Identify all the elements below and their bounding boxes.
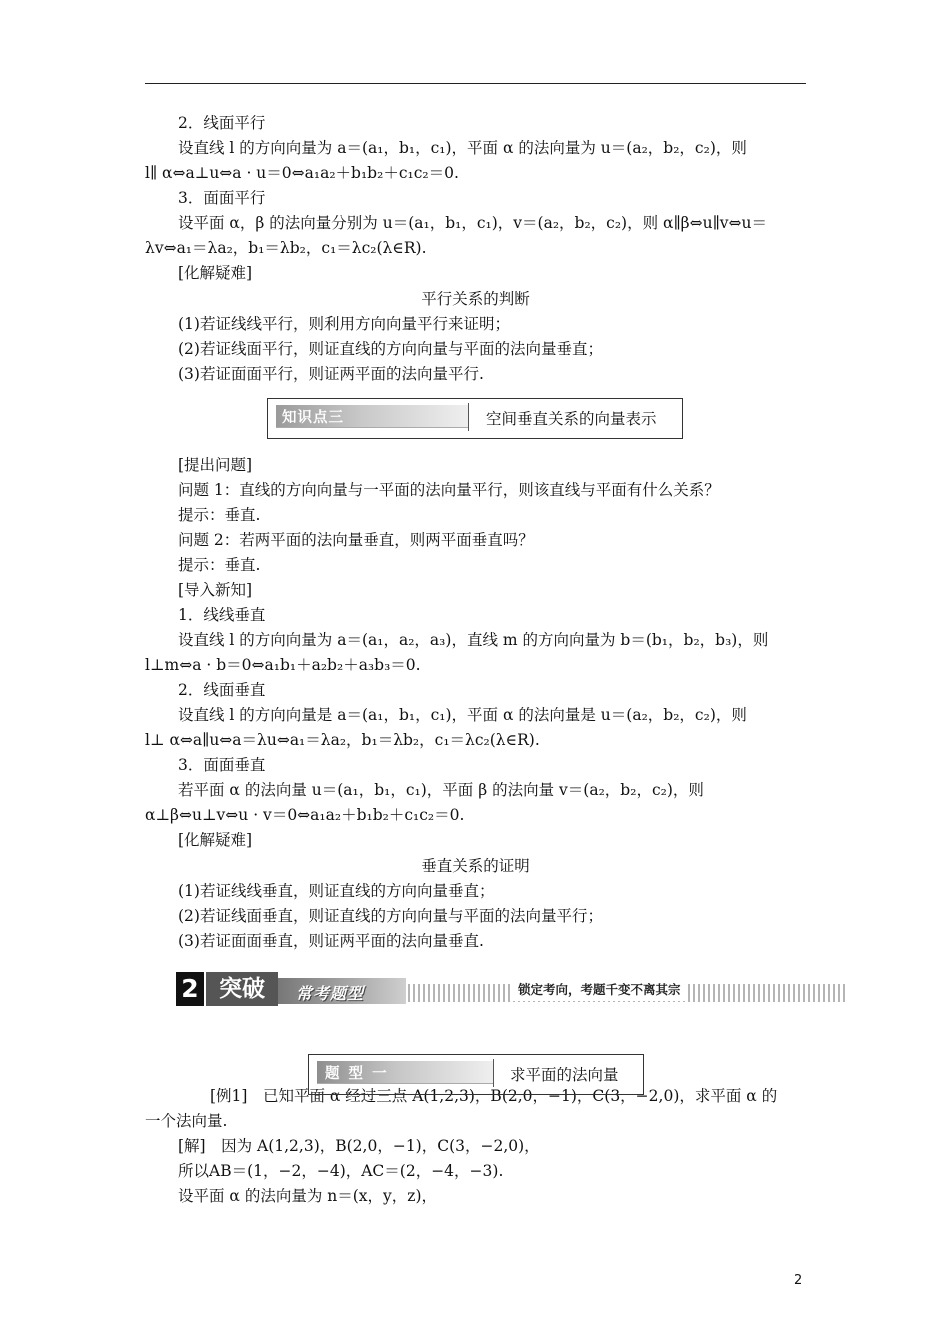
question-type-tag — [317, 1061, 493, 1084]
text-line: 设直线 l 的方向向量是 a＝(a₁，b₁，c₁)，平面 α 的法向量是 u＝(a₂，b₂，c₂)，则 — [178, 706, 747, 724]
text-line: l∥ α⇔a⊥u⇔a · u＝0⇔a₁a₂＋b₁b₂＋c₁c₂＝0. — [145, 164, 459, 182]
section-heading: 垂直关系的证明 — [421, 857, 530, 875]
text-line: [化解疑难] — [178, 831, 253, 849]
text-line: 2．线面垂直 — [178, 681, 266, 699]
banner-main-title: 突破 — [206, 972, 278, 1006]
text-line: 2．线面平行 — [178, 114, 266, 132]
text-line: 若平面 α 的法向量 u＝(a₁，b₁，c₁)，平面 β 的法向量 v＝(a₂，b₂，c₂)，则 — [178, 781, 704, 799]
text-line: (3)若证面面垂直，则证两平面的法向量垂直. — [178, 932, 484, 950]
text-line: 问题 1：直线的方向向量与一平面的法向量平行，则该直线与平面有什么关系？ — [178, 481, 720, 499]
text-line: λv⇔a₁＝λa₂，b₁＝λb₂，c₁＝λc₂(λ∈R). — [145, 239, 427, 257]
text-line: [导入新知] — [178, 581, 253, 599]
text-line: 设直线 l 的方向向量为 a＝(a₁，a₂，a₃)，直线 m 的方向向量为 b＝(b₁，b₂，b₃)，则 — [178, 631, 769, 649]
text-line: 问题 2：若两平面的法向量垂直，则两平面垂直吗？ — [178, 531, 534, 549]
text-line: (2)若证线面垂直，则证直线的方向向量与平面的法向量平行； — [178, 907, 603, 925]
text-line: [解] 因为 A(1,2,3)，B(2,0，−1)，C(3，−2,0)， — [178, 1137, 540, 1155]
knowledge-point-box — [267, 398, 683, 439]
divider — [493, 1059, 494, 1087]
text-line: 1．线线垂直 — [178, 606, 266, 624]
text-line: (1)若证线线垂直，则证直线的方向向量垂直； — [178, 882, 495, 900]
section-banner — [176, 970, 848, 1010]
text-line: (2)若证线面平行，则证直线的方向向量与平面的法向量垂直； — [178, 340, 603, 358]
text-line: (3)若证面面平行，则证两平面的法向量平行. — [178, 365, 484, 383]
text-line: [提出问题] — [178, 456, 253, 474]
text-line: 提示：垂直. — [178, 556, 261, 574]
page-number: 2 — [794, 1273, 803, 1288]
banner-subtitle: 常考题型 — [296, 984, 365, 1003]
text-line: l⊥ α⇔a∥u⇔a＝λu⇔a₁＝λa₂，b₁＝λb₂，c₁＝λc₂(λ∈R). — [145, 731, 540, 749]
text-line: 设平面 α 的法向量为 n＝(x，y，z)， — [178, 1187, 437, 1205]
banner-number: 2 — [176, 972, 204, 1006]
header-rule — [145, 83, 806, 84]
text-line: 一个法向量. — [145, 1112, 228, 1130]
divider — [468, 403, 469, 431]
section-heading: 平行关系的判断 — [421, 290, 530, 308]
text-line: [化解疑难] — [178, 264, 253, 282]
text-line: 3．面面垂直 — [178, 756, 266, 774]
text-line: 设直线 l 的方向向量为 a＝(a₁，b₁，c₁)，平面 α 的法向量为 u＝(a₂，b₂，c₂)，则 — [178, 139, 747, 157]
text-line: 设平面 α，β 的法向量分别为 u＝(a₁，b₁，c₁)，v＝(a₂，b₂，c₂)，则 α∥β⇔u∥v⇔u＝ — [178, 214, 767, 232]
question-type-title: 求平面的法向量 — [510, 1066, 619, 1084]
banner-slogan: 锁定考向，考题千变不离其宗 — [512, 979, 687, 1001]
text-line: [例1] 已知平面 α 经过三点 A(1,2,3)，B(2,0，−1)，C(3，−2,0)，求平面 α 的 — [210, 1087, 778, 1105]
text-line: 3．面面平行 — [178, 189, 266, 207]
text-line: (1)若证线线平行，则利用方向向量平行来证明； — [178, 315, 510, 333]
text-line: α⊥β⇔u⊥v⇔u · v＝0⇔a₁a₂＋b₁b₂＋c₁c₂＝0. — [145, 806, 465, 824]
text-line: 所以AB＝(1，−2，−4)，AC＝(2，−4，−3). — [178, 1162, 504, 1180]
knowledge-point-title: 空间垂直关系的向量表示 — [486, 410, 657, 428]
knowledge-point-tag-label: 知识点三 — [282, 410, 344, 426]
text-line: l⊥m⇔a · b＝0⇔a₁b₁＋a₂b₂＋a₃b₃＝0. — [145, 656, 421, 674]
question-type-box — [308, 1054, 644, 1095]
question-type-tag-label: 题 型 一 — [325, 1066, 389, 1082]
text-line: 提示：垂直. — [178, 506, 261, 524]
knowledge-point-tag — [276, 405, 468, 428]
